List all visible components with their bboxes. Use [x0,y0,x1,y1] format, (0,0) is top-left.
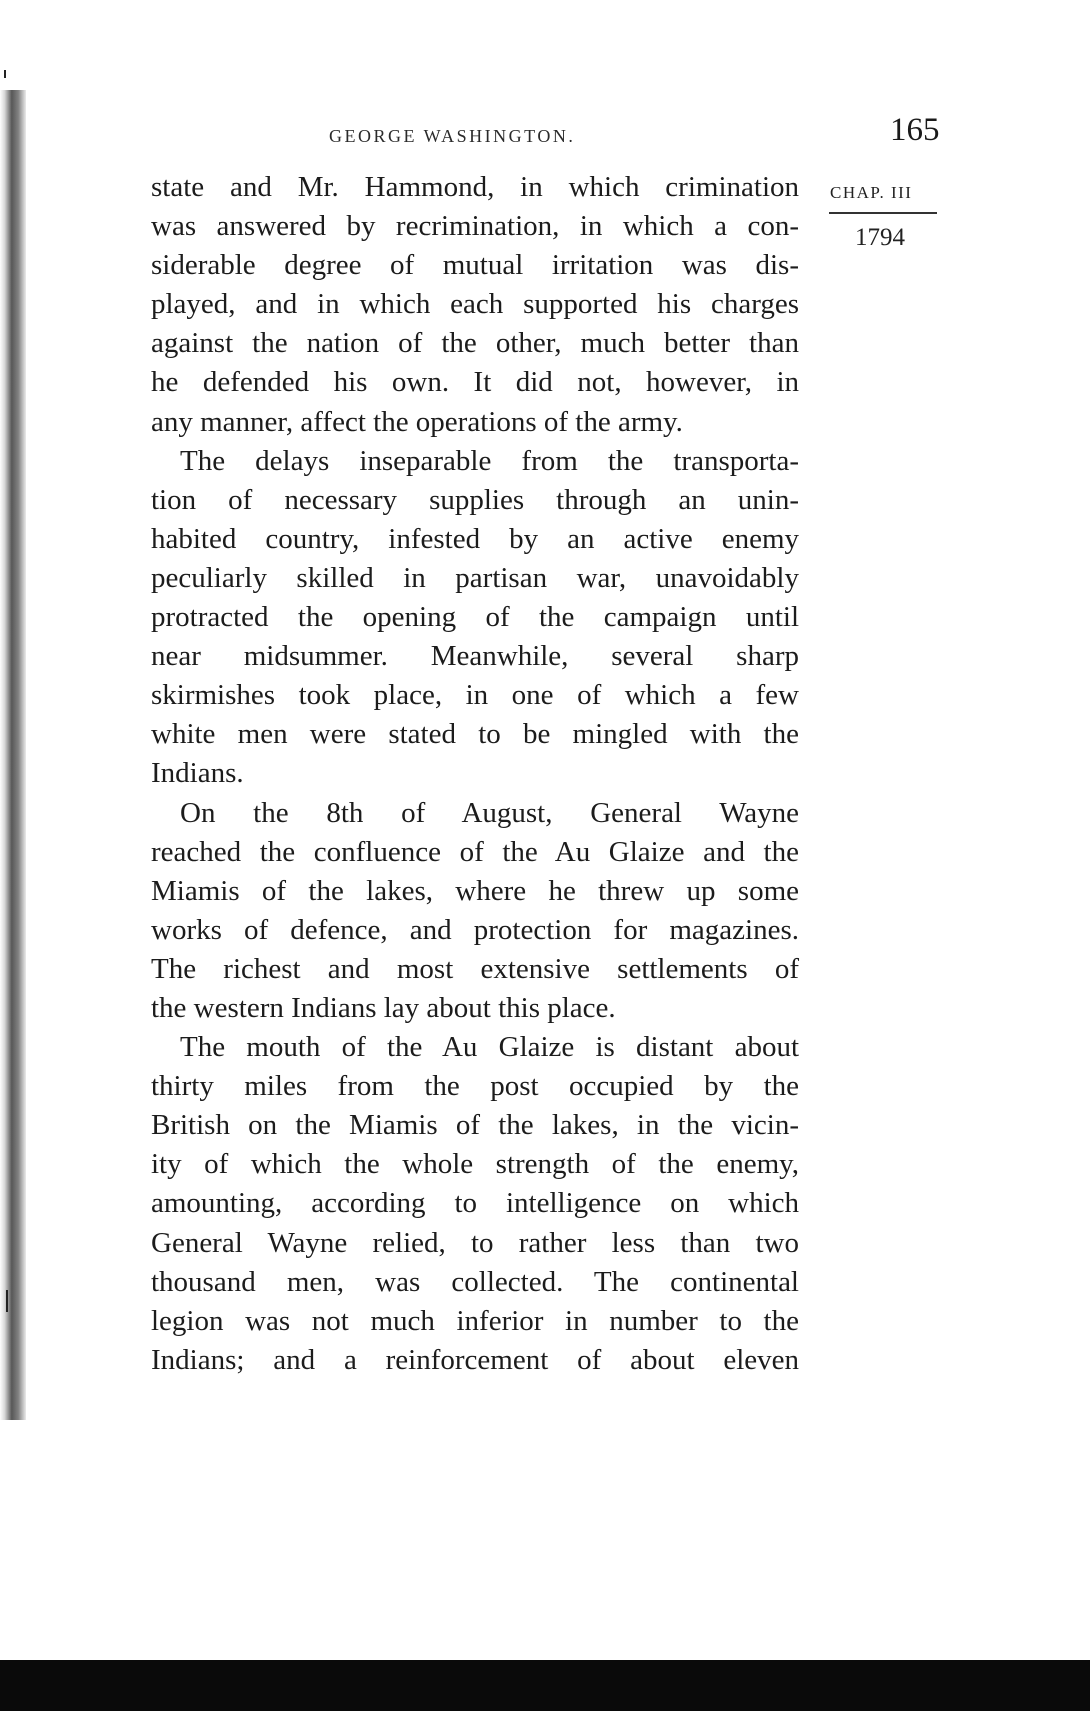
text-line: Indians. [151,757,244,790]
text-line: against the nation of the other, much better than [151,327,799,360]
text-line: General Wayne relied, to rather less than two [151,1226,799,1259]
margin-divider [829,212,937,214]
text-line: The delays inseparable from the transporta- [151,444,799,477]
running-head: GEORGE WASHINGTON. [329,126,576,146]
text-line: white men were stated to be mingled with the [151,718,799,751]
text-line: British on the Miamis of the lakes, in the vicin- [151,1109,799,1142]
text-line: reached the confluence of the Au Glaize and the [151,835,799,868]
text-line: The mouth of the Au Glaize is distant about [151,1031,799,1064]
text-line: thirty miles from the post occupied by the [151,1070,799,1103]
binding-speck [4,70,6,78]
text-line: state and Mr. Hammond, in which crimination [151,171,799,203]
page-number: 165 [890,112,940,148]
text-line: legion was not much inferior in number to the [151,1304,799,1337]
text-line: protracted the opening of the campaign until [151,601,799,634]
text-line: works of defence, and protection for magazines. [151,913,799,946]
text-line: he defended his own. It did not, however, in [151,366,799,399]
binding-speck [6,1290,8,1312]
body-text [151,168,799,1380]
margin-year: 1794 [855,224,905,251]
text-line: peculiarly skilled in partisan war, unavoidably [151,561,799,594]
text-line: Miamis of the lakes, where he threw up some [151,874,799,907]
text-line: ity of which the whole strength of the enemy, [151,1148,799,1181]
binding-shadow [0,90,26,1420]
text-line: siderable degree of mutual irritation was dis- [151,249,799,282]
text-line: The richest and most extensive settlements of [151,952,799,985]
text-line: Indians; and a reinforcement of about eleven [151,1343,799,1376]
text-line: amounting, according to intelligence on which [151,1187,799,1220]
text-line: the western Indians lay about this place. [151,991,616,1024]
text-line: On the 8th of August, General Wayne [151,796,799,829]
text-line: thousand men, was collected. The continental [151,1265,799,1298]
text-line: habited country, infested by an active enemy [151,522,799,555]
text-line: skirmishes took place, in one of which a few [151,679,799,712]
margin-chapter-label: CHAP. III [830,183,913,202]
text-line: near midsummer. Meanwhile, several sharp [151,640,799,673]
text-line: tion of necessary supplies through an unin- [151,483,799,516]
text-line: played, and in which each supported his charges [151,288,799,321]
text-line: was answered by recrimination, in which a con- [151,210,799,243]
text-line: any manner, affect the operations of the army. [151,405,683,438]
scan-bottom-edge [0,1660,1090,1711]
